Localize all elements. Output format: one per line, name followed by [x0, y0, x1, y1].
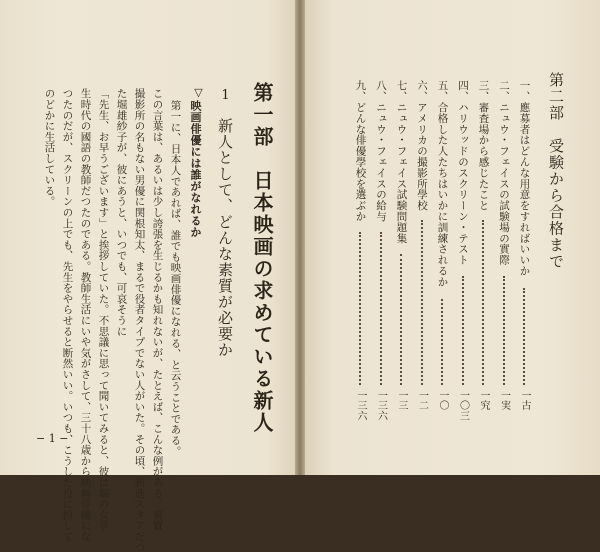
toc-item-page: 一古	[519, 390, 530, 411]
toc-item-label: 九、どんな俳優學校を選ぶか	[354, 80, 367, 222]
toc-item-page: 一〇	[437, 390, 448, 411]
toc-item-page: 一〇三	[457, 390, 469, 422]
toc-leader-dots	[441, 299, 445, 385]
toc-item-label: 三、審査場から感じたこと	[477, 80, 490, 211]
toc-item-label: 八、ニュウ・フェイスの給与	[375, 80, 387, 222]
toc-item-label: 五、合格した人たちはいかに訓練されるか	[436, 80, 449, 288]
body-line-8: のどかに生活している。	[43, 88, 56, 207]
toc-item-page: 一究	[478, 390, 489, 411]
toc-leader-dots	[421, 220, 425, 385]
toc-part-title: 第二部 受験から合格まで	[547, 72, 565, 270]
toc-leader-dots	[380, 232, 384, 385]
toc-item-page: 一三	[396, 390, 407, 411]
toc-item-page: 一二	[416, 390, 428, 411]
toc-leader-dots	[523, 288, 527, 385]
page-number: − 1 −	[36, 432, 69, 445]
toc-item-label: 四、ハリウッドのスクリーン・テスト	[457, 80, 469, 266]
toc-item-page: 一実	[498, 390, 510, 411]
body-line-3: 撮影所の名もない男優に関根知太、まるで役者タイプでない人がいた。その頃、新進スタアだつ	[133, 88, 146, 552]
book-gutter	[295, 0, 305, 475]
toc-leader-dots	[400, 254, 404, 385]
body-line-2: この言葉は、あるいは少し誇張を生じるかも知れないが、たとえば、こんな例がある。東寶	[151, 88, 164, 531]
toc-item-page: 一三六	[355, 390, 366, 422]
section-title: 映画俳優には誰がなれるか	[189, 100, 202, 238]
toc-leader-dots	[482, 220, 486, 385]
toc-leader-dots	[359, 232, 363, 385]
toc-item-label: 一、應募者はどんな用意をすればいいか	[518, 80, 531, 277]
toc-item-label: 七、ニュウ・フェイス試験問題集	[395, 80, 408, 244]
toc-item-page: 一三六	[375, 390, 387, 422]
toc-item-label: 二、ニュウ・フェイスの試験場の實際	[498, 80, 510, 266]
part-title: 第一部 日本映画の求めている新人	[250, 82, 274, 434]
body-line-5: 「先生、お早うございます」と挨拶していた。不思議に思って聞いてみると、彼は堀の女學	[97, 88, 110, 531]
toc-leader-dots	[503, 276, 507, 385]
toc-item-label: 六、アメリカの撮影所學校	[416, 80, 428, 211]
body-line-4: た堀雄紗子が、彼にあうと、いつでも、可哀そうに	[115, 88, 128, 337]
body-line-7: つたのだが、スクリーンの上でも、先生をやらせると断然いい。いつも、こうした役に扮して	[61, 88, 74, 542]
chapter-number: 1	[218, 88, 233, 103]
toc-leader-dots	[462, 276, 466, 385]
section-marker: ▽	[192, 86, 205, 99]
chapter-title: 新人として、どんな素質が必要か	[216, 118, 234, 358]
body-line-1: 第一に、日本人であれば、誰でも映画俳優になれる、と云うことである。	[169, 100, 182, 457]
body-line-6: 生時代の國語の教師だつたのである。教師生活にいや気がさして、三十八歳から映画俳優にな	[79, 88, 92, 542]
